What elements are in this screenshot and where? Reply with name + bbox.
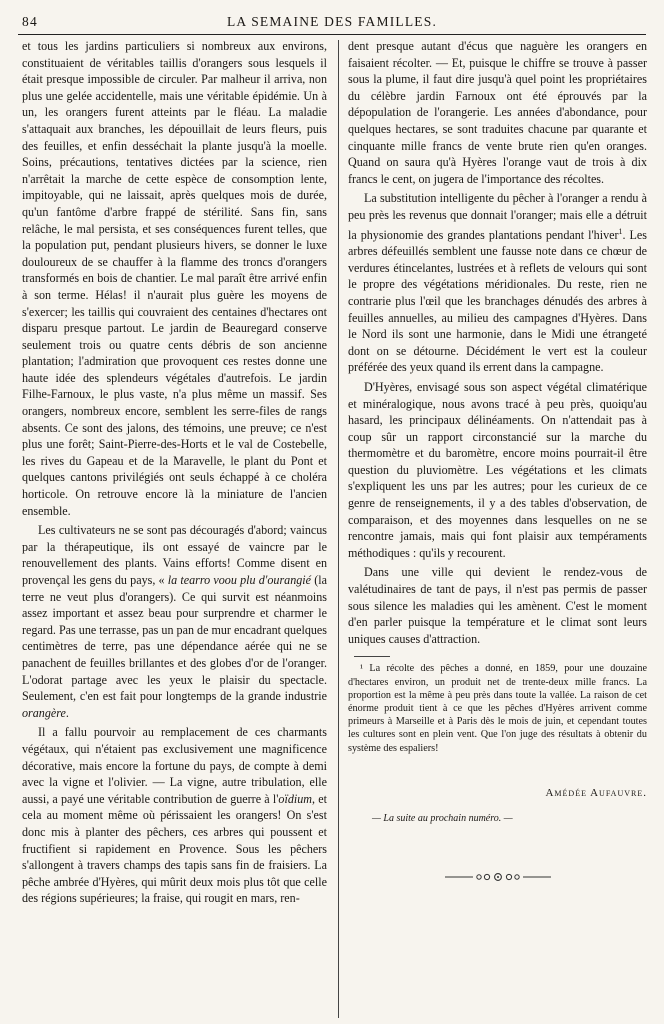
continued-note: — La suite au prochain numéro. — (372, 813, 513, 825)
paragraph: et tous les jardins particuliers si nombreux aux environs, constituaient de véritables taillis d'orangers sous lesquels il était presque impossible de circuler. Par malheur il arriva, non plus une gelée accidentelle, mais une véritable épidémie. Un à un, les orangers furent atteints par le fléau. La maladie s'attaquait aux branches, les dépouillait de leurs fleurs, puis des feuilles, et enfin desséchait la plante jusqu'à la moelle. Soins, précautions, tentatives dictées par la science, rien n'arrêtait la marche de cette espèce de consomption lente, impitoyable, qui ne laissait, après quelques mois de durée, qu'un fantôme d'arbre frappé de stérilité. Sans fin, sans relâche, le mal persista, et ses conséquences furent telles, que la population put, pendant plusieurs hivers, se donner le luxe douloureux de se chauffer à la flamme des troncs d'orangers transformés en bois de chantier. Le mal paraît être arrivé enfin à son terme. Hélas! il n'aurait plus guère les moyens de s'exercer; les taillis qui couvraient des centaines d'hectares ont disparu presque partout. Le jardin de Beauregard conserve seulement trois ou quatre cents débris de son ancienne plantation; l'admiration que provoquent ces restes donne une haute idée des splendeurs végétales d'autrefois. Le jardin Filhe-Farnoux, le plus vaste, n'a plus même un massif. Ses orangers, nombreux encore, semblent les serre-files de rangs absents. Ce sont des jalons, des témoins, une preuve; ce n'est plus une forêt; Saint-Pierre-des-Horts et le val de Costebelle, les rives du Gapeau et de la Maravelle, le plant du Pont et quelques cantons privilégiés ont seuls échappé à ce choléra horticole. On retrouve encore là la miniature de l'ancien ensemble. (22, 39, 327, 518)
footnote: ¹ La récolte des pêches a donné, en 1859, pour une douzaine d'hectares environ, un produit net de trente-deux mille francs. La proportion est la même à peu près dans toute la vallée. La raison de cet énorme produit tient à ce que les pêches d'Hyères arrivent comme primeurs à Marseille et à Paris dès le mois de juin, et cependant toutes les cultures sont en plein vent. Que l'on juge des résultats à obtenir du système des espaliers! (348, 663, 647, 754)
paragraph: dent presque autant d'écus que naguère les orangers en faisaient récolter. — Et, puisque le chiffre se trouve à passer sous la plume, il faut dire jusqu'à quel point les propriétaires du célèbre jardin Farnoux ont été éprouvés par la dépopulation de l'orangerie. Les années d'abondance, pour quelques hectares, se sont traduites chacune par quarante et cinquante mille francs de vente brute rien qu'en oranges. Quand on saura qu'à Hyères l'orange vaut de trois à dix francs le cent, on jugera de l'importance des récoltes. (348, 39, 647, 186)
footnote-marker: 1 (618, 226, 623, 236)
column-divider (338, 40, 339, 1018)
author-signature: Amédée Aufauvre. (545, 786, 647, 799)
header-rule (18, 34, 646, 35)
page-header (22, 10, 642, 30)
running-title: LA SEMAINE DES FAMILLES. (226, 14, 438, 29)
paragraph: Il a fallu pourvoir au remplacement de ces charmants végétaux, qui n'étaient pas exclusivement une magnificence décorative, mais encore la fortune du pays, de compte à demi avec la vigne et l'olivier. — La vigne, autre tribulation, elle aussi, a payé une véritable contribution de guerre à l'oïdium, et cela au moment même où périssaient les orangers! On s'est donc mis à planter des pêchers, ces arbres qui poussent et fructifient si rapidement en Provence. Sous les pêchers s'allongent à travers champs des tapis sans fin de fraisiers. La pêche ambrée d'Hyères, qui mûrit deux mois plus tôt que celle des régions supérieures; la fraise, qui rougit en mars, ren- (22, 725, 327, 906)
left-column (22, 38, 327, 907)
tailpiece-ornament-icon (443, 870, 553, 884)
paragraph: Dans une ville qui devient le rendez-vous de valétudinaires de tant de pays, il n'est pas permis de passer sous silence les maladies qui les amènent. C'est le moment d'en parler puisque la température et le climat sont leurs uniques causes d'attraction. (348, 565, 647, 646)
paragraph: D'Hyères, envisagé sous son aspect végétal climatérique et minéralogique, nous avons tracé à peu près, quoiqu'au hasard, les principaux délinéaments. On n'attendait pas à coup sûr un rapport circonstancié sur la marche du thermomètre et du baromètre, encore moins pourrait-il être question du pluviomètre. Les végétations et les climats s'expliquent les uns par les autres; pour les curieux de ce genre de renseignements, il y a des tables d'observation, de comparaison, et des moyennes dans lesquelles on ne se rencontre jamais, mais qui font plaisir aux tempéraments méthodiques : qu'ils y recourent. (348, 379, 647, 560)
paragraph: La substitution intelligente du pêcher à l'oranger a rendu à peu près les revenus que donnait l'oranger; mais elle a détruit la physionomie des grandes plantations pendant l'hiver$^1$. Les arbres défeuillés semblent une fausse note dans ce chœur de verdures étincelantes, lustrées et à reflets de velours qui sont le propre des végétations méridionales. Du reste, rien ne contrarie plus l'œil que les branchages dénudés des arbres à feuilles annuelles, au milieu des campagnes d'Hyères. Dans le Nord ils sont une harmonie, dans le Midi une étrangeté dont on se détourne. Décidément le vert est la couleur préférée des yeux quand ils errent dans la campagne. (348, 191, 647, 375)
right-column (348, 38, 647, 884)
page-number: 84 (22, 14, 38, 29)
footnote-rule (354, 656, 390, 657)
paragraph: Les cultivateurs ne se sont pas découragés d'abord; vaincus par la thérapeutique, ils ont essayé de vaincre par le renouvellement des plants. Vains efforts! Comme disent en provençal les gens du pays, « la tearro voou plu d'ourangié (la terre ne veut plus d'orangers). Ce qui survit est néanmoins assez important et assez beau pour surprendre et charmer le regard. Pas une terrasse, pas un pan de mur encadrant quelques centimètres de terre, pas une dépendance aérée qui ne se panachent de feuilles brillantes et des globes d'or de l'oranger. L'odorat partage avec les yeux le plaisir du spectacle. Seulement, c'en est fait pour longtemps de la grande industrie orangère. (22, 523, 327, 720)
